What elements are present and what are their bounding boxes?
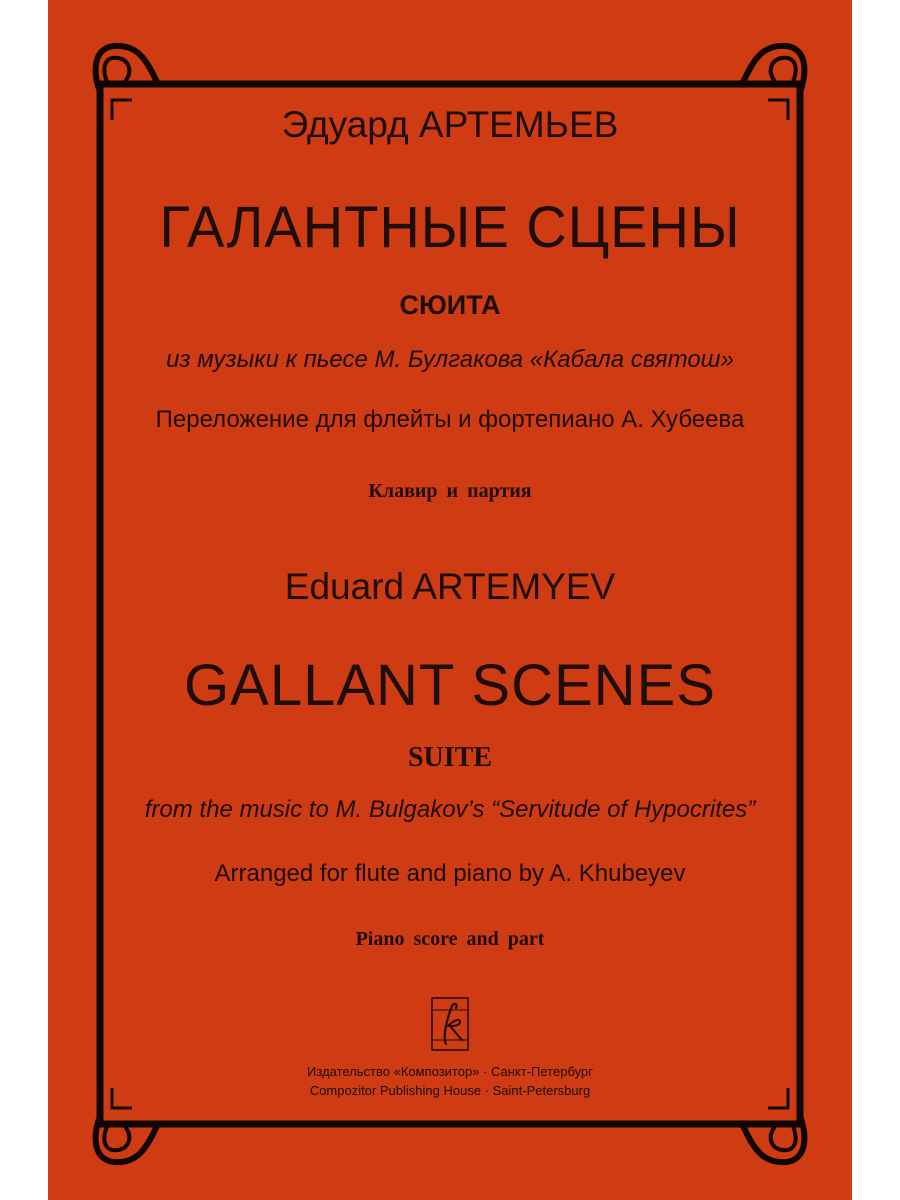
- work-title-en: GALLANT SCENES: [184, 653, 716, 718]
- genre-ru: СЮИТА: [399, 290, 501, 320]
- composer-name-en: Eduard ARTEMYEV: [284, 566, 616, 607]
- arrangement-ru: Переложение для флейты и фортепиано А. Хубеева: [155, 406, 745, 433]
- publisher-line-ru: Издательство «Композитор» · Санкт-Петербург: [307, 1064, 593, 1079]
- edition-en: Piano score and part: [355, 928, 545, 950]
- k-monogram-logo-icon: [430, 996, 470, 1052]
- composer-name-ru: Эдуард АРТЕМЬЕВ: [281, 104, 619, 145]
- arrangement-en: Arranged for flute and piano by A. Khubeyev: [214, 860, 686, 887]
- genre-en: SUITE: [407, 742, 493, 773]
- publisher-line-en: Compozitor Publishing House · Saint-Petersburg: [309, 1083, 591, 1098]
- book-cover: [48, 0, 852, 1200]
- source-ru: из музыки к пьесе М. Булгакова «Кабала святош»: [166, 346, 734, 373]
- work-title-ru: ГАЛАНТНЫЕ СЦЕНЫ: [159, 193, 741, 260]
- source-en: from the music to M. Bulgakov’s “Servitude of Hypocrites”: [144, 796, 756, 823]
- edition-ru: Клавир и партия: [368, 480, 532, 502]
